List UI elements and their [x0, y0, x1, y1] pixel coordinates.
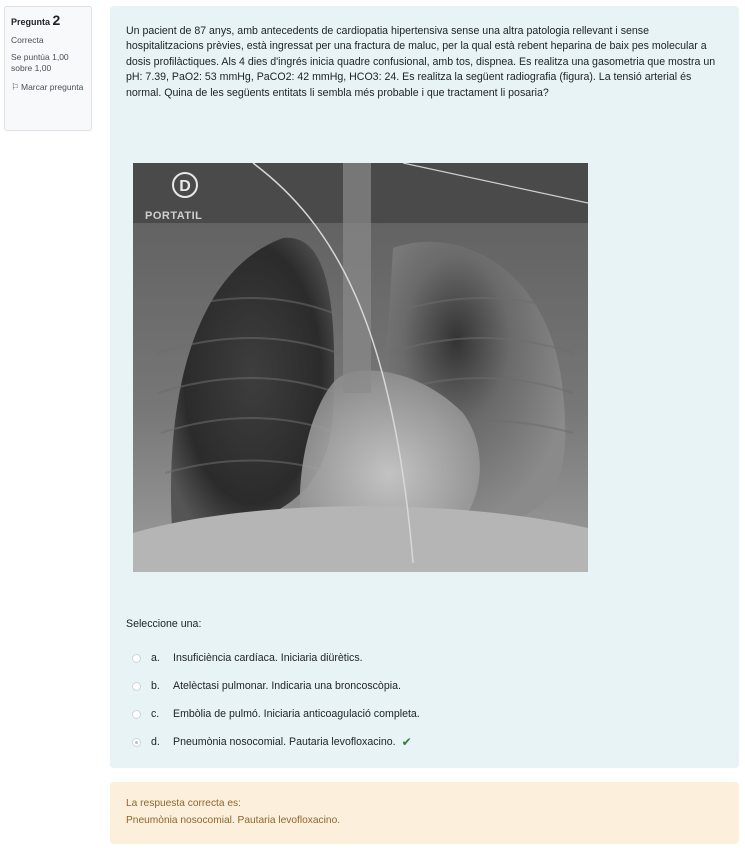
answer-option-b[interactable] [132, 672, 420, 700]
xray-marker-letter: D [179, 178, 191, 195]
flag-question-link[interactable] [11, 82, 85, 93]
chest-xray-image [133, 163, 588, 572]
answer-text[interactable]: Pneumònia nosocomial. Pautaria levofloxacino. [173, 736, 396, 748]
answer-letter: c. [151, 708, 160, 720]
feedback-heading: La respuesta correcta es: [126, 798, 241, 809]
answer-text[interactable]: Insuficiència cardíaca. Iniciaria diürètics. [173, 652, 363, 664]
question-formulation [110, 6, 739, 768]
question-text: Un pacient de 87 anys, amb antecedents de cardiopatia hipertensiva sense una altra patologia rellevant i sense hospitalitzacions prèvies, està ingressat per una fractura de maluc, per la qual està rebent heparina de baix pes molecular a dosis profilàctiques. Als 4 dies d'ingrés inicia quadre confusional, amb tos, dispnea. Es realitza una gasometria que mostra un pH: 7.39, PaO2: 53 mmHg, PaCO2: 42 mmHg, HCO3: 24. Es realitza la següent radiografia (figura). La tensió arterial és normal. Quina de les següents entitats li sembla més probable i que tractament li posaria? [126, 25, 716, 99]
question-state: Correcta [11, 35, 44, 45]
answer-option-a[interactable] [132, 644, 420, 672]
flag-icon[interactable]: ⚐ [11, 82, 20, 92]
answer-radio-c[interactable] [132, 710, 141, 719]
check-icon: ✔ [401, 735, 412, 749]
answer-letter: a. [151, 652, 160, 664]
question-number: 2 [52, 12, 61, 28]
feedback-answer: Pneumònia nosocomial. Pautaria levofloxacino. [126, 815, 341, 826]
answer-letter: d. [151, 736, 160, 748]
answer-option-c[interactable] [132, 700, 420, 728]
answer-radio-b[interactable] [132, 682, 141, 691]
answer-radio-a[interactable] [132, 654, 141, 663]
answer-radio-d[interactable] [132, 738, 141, 747]
answer-text[interactable]: Embòlia de pulmó. Iniciaria anticoagulació completa. [173, 708, 420, 720]
answer-text[interactable]: Atelèctasi pulmonar. Indicaria una broncoscòpia. [173, 680, 401, 692]
question-info-panel [4, 6, 92, 131]
question-heading [11, 13, 85, 29]
flag-question-label[interactable]: Marcar pregunta [21, 82, 84, 92]
answer-option-d[interactable] [132, 728, 420, 756]
answer-list [132, 644, 420, 756]
xray-portable-label: PORTATIL [145, 210, 203, 222]
chest-xray-drawing [133, 163, 588, 572]
answer-letter: b. [151, 680, 160, 692]
correct-answer-feedback [110, 782, 739, 844]
answer-prompt: Seleccione una: [126, 618, 202, 630]
question-grade: Se puntúa 1,00 sobre 1,00 [11, 52, 69, 73]
question-label: Pregunta [11, 17, 51, 27]
